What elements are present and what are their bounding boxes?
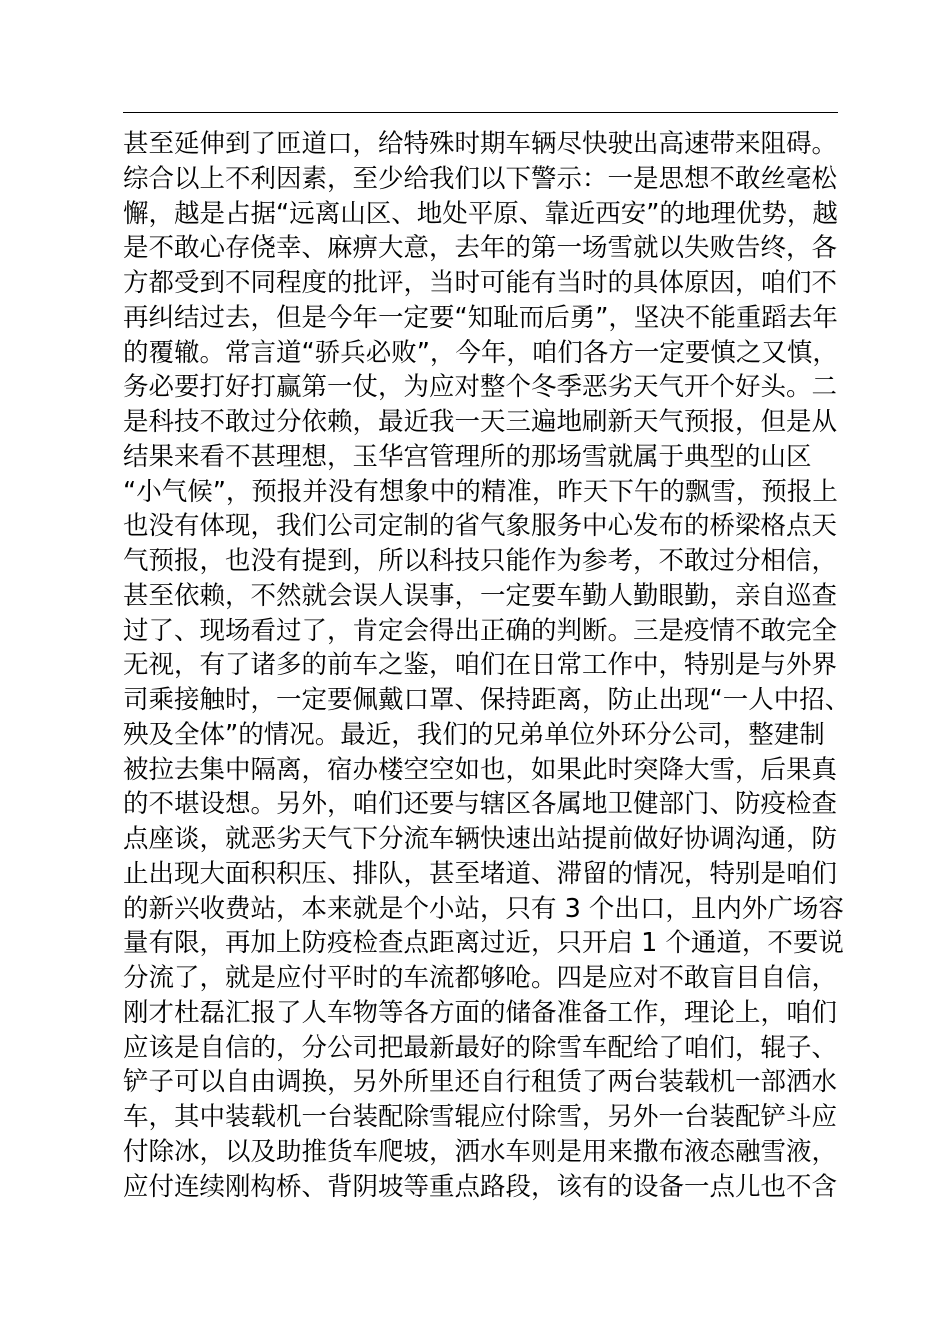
text-line: 懈，越是占据“远离山区、地处平原、靠近西安”的地理优势，越 <box>123 198 838 229</box>
text-line: 点座谈，就恶劣天气下分流车辆快速出站提前做好协调沟通，防 <box>123 824 838 854</box>
text-line: 结果来看不甚理想，玉华宫管理所的那场雪就属于典型的山区 <box>123 441 812 472</box>
text-line: 是不敢心存侥幸、麻痹大意，去年的第一场雪就以失败告终，各 <box>123 233 838 264</box>
text-line: 无视，有了诸多的前车之鉴，咱们在日常工作中，特别是与外界 <box>123 650 838 681</box>
text-line: 的新兴收费站，本来就是个小站，只有 3 个出口，且内外广场容 <box>123 893 844 924</box>
text-line: 是科技不敢过分依赖，最近我一天三遍地刷新天气预报，但是从 <box>123 407 838 437</box>
text-line: 量有限，再加上防疫检查点距离过近，只开启 1 个通道，不要说 <box>123 928 844 959</box>
text-line: 应付连续刚构桥、背阴坡等重点路段，该有的设备一点儿也不含 <box>123 1171 838 1202</box>
text-line: 止出现大面积积压、排队，甚至堵道、滞留的情况，特别是咱们 <box>123 858 838 889</box>
body-text <box>123 127 883 1204</box>
text-line: 务必要打好打赢第一仗，为应对整个冬季恶劣天气开个好头。二 <box>123 372 838 403</box>
text-line: “小气候”，预报并没有想象中的精准，昨天下午的飘雪，预报上 <box>123 476 838 507</box>
text-line: 的不堪设想。另外，咱们还要与辖区各属地卫健部门、防疫检查 <box>123 789 838 820</box>
text-line: 也没有体现，我们公司定制的省气象服务中心发布的桥梁格点天 <box>123 511 838 542</box>
text-line: 综合以上不利因素，至少给我们以下警示：一是思想不敢丝毫松 <box>123 163 838 194</box>
text-line: 司乘接触时，一定要佩戴口罩、保持距离，防止出现“一人中招、 <box>123 685 851 715</box>
text-line: 方都受到不同程度的批评，当时可能有当时的具体原因，咱们不 <box>123 268 838 298</box>
text-line: 付除冰，以及助推货车爬坡，洒水车则是用来撒布液态融雪液， <box>123 1136 838 1167</box>
text-line: 分流了，就是应付平时的车流都够呛。四是应对不敢盲目自信， <box>123 963 838 993</box>
text-line: 过了、现场看过了，肯定会得出正确的判断。三是疫情不敢完全 <box>123 615 838 646</box>
text-line: 气预报，也没有提到，所以科技只能作为参考，不敢过分相信， <box>123 546 838 576</box>
text-line: 再纠结过去，但是今年一定要“知耻而后勇”，坚决不能重蹈去年 <box>123 302 838 333</box>
text-line: 殃及全体”的情况。最近，我们的兄弟单位外环分公司，整建制 <box>123 719 825 750</box>
text-line: 甚至延伸到了匝道口，给特殊时期车辆尽快驶出高速带来阻碍。 <box>123 129 838 159</box>
text-line: 铲子可以自由调换，另外所里还自行租赁了两台装载机一部洒水 <box>123 1067 838 1098</box>
text-line: 的覆辙。常言道“骄兵必败”，今年，咱们各方一定要慎之又慎， <box>123 337 838 368</box>
text-line: 刚才杜磊汇报了人车物等各方面的储备准备工作，理论上，咱们 <box>123 997 838 1028</box>
header-rule <box>123 112 838 113</box>
text-line: 车，其中装载机一台装配除雪辊应付除雪，另外一台装配铲斗应 <box>123 1102 838 1132</box>
text-line: 应该是自信的，分公司把最新最好的除雪车配给了咱们，辊子、 <box>123 1032 838 1063</box>
text-line: 甚至依赖，不然就会误人误事，一定要车勤人勤眼勤，亲自巡查 <box>123 580 838 611</box>
text-line: 被拉去集中隔离，宿办楼空空如也，如果此时突降大雪，后果真 <box>123 754 838 785</box>
